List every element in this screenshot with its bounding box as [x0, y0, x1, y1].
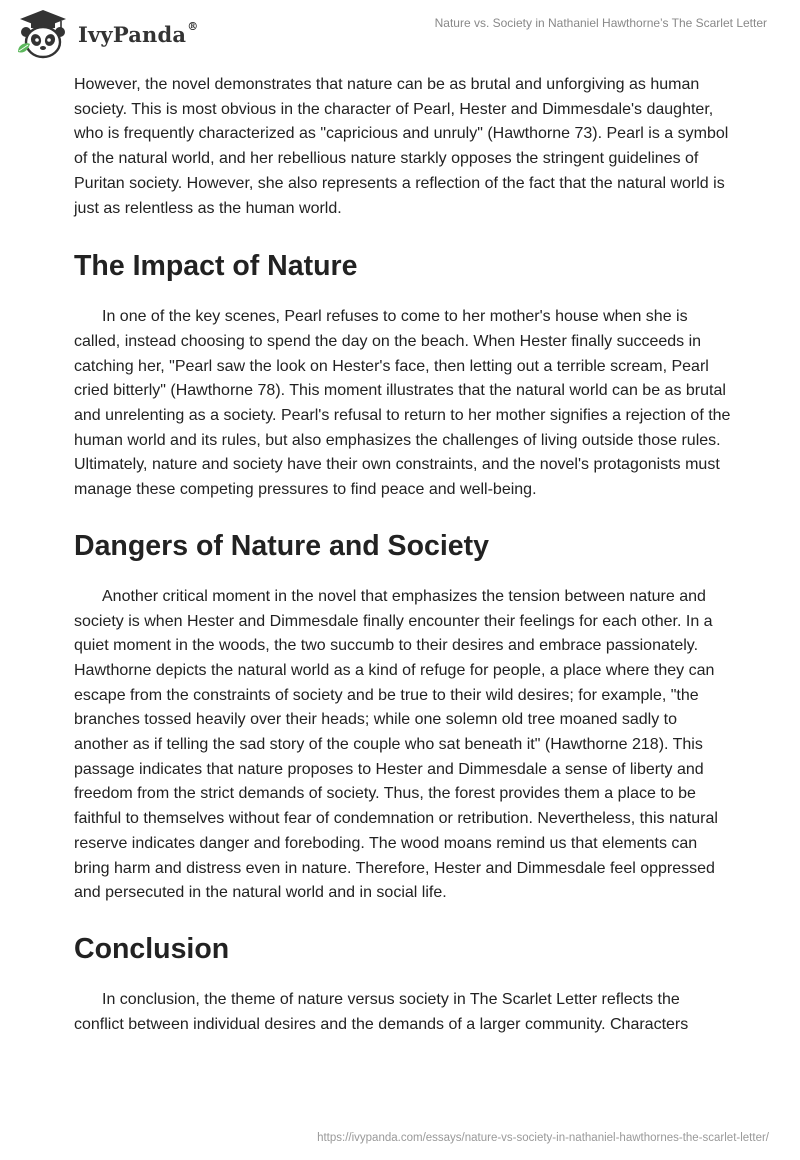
section-paragraph-dangers: Another critical moment in the novel that emphasizes the tension between nature and society is when Hester and Dimmesdale finally encounter their feelings for each other. In a quiet moment in the woods, the two succumb to their desires and embrace passionately. Hawthorne depicts the natural world as a kind of refuge for people, a place where they can escape from the constraints of society and be true to their wild desires; for example, "the branches tossed heavily over their heads; while one solemn old tree moaned sadly to another as if telling the sad story of the couple who sat beneath it" (Hawthorne 218). This passage indicates that nature proposes to Hester and Dimmesdale a sense of liberty and freedom from the strict demands of society. Thus, the forest provides them a place to be faithful to themselves without fear of condemnation or retribution. Nevertheless, this natural reserve indicates danger and foreboding. The wood moans remind us that elements can bring harm and distress even in nature. Therefore, Hester and Dimmesdale feel oppressed and persecuted in the natural world and in social life.: [74, 587, 718, 902]
registered-mark: ®: [187, 19, 199, 33]
panda-graduate-icon: [14, 8, 72, 60]
section-heading-conclusion: Conclusion: [74, 932, 230, 965]
brand-name: IvyPanda®: [78, 19, 199, 47]
document-title: Nature vs. Society in Nathaniel Hawthorne’s The Scarlet Letter: [434, 16, 767, 30]
section-heading-dangers: Dangers of Nature and Society: [74, 529, 489, 562]
section-heading-impact-of-nature: The Impact of Nature: [74, 250, 358, 283]
intro-paragraph: However, the novel demonstrates that nature can be as brutal and unforgiving as human society. This is most obvious in the character of Pearl, Hester and Dimmesdale's daughter, who is frequently characterized as "capricious and unruly" (Hawthorne 73). Pearl is a symbol of the natural world, and her rebellious nature starkly opposes the stringent guidelines of Puritan society. However, she also represents a reflection of the fact that the natural world is just as relentless as the human world.: [74, 76, 729, 217]
brand-logo[interactable]: [14, 8, 198, 60]
essay-content: [74, 73, 734, 1037]
page-header: [0, 0, 800, 70]
section-paragraph-conclusion: In conclusion, the theme of nature versus society in The Scarlet Letter reflects the conflict between individual desires and the demands of a larger community. Characters: [74, 990, 689, 1033]
section-paragraph-impact-of-nature: In one of the key scenes, Pearl refuses to come to her mother's house when she is called, instead choosing to spend the day on the beach. When Hester finally succeeds in catching her, "Pearl saw the look on Hester's face, then letting out a terrible scream, Pearl cried bitterly" (Hawthorne 78). This moment illustrates that the natural world can be as brutal and unrelenting as a society. Pearl's refusal to return to her mother signifies a rejection of the human world and its rules, but also emphasizes the challenges of living outside those rules. Ultimately, nature and society have their own constraints, and the novel's protagonists must manage these competing pressures to find peace and well-being.: [74, 308, 731, 499]
footer-source-url[interactable]: https://ivypanda.com/essays/nature-vs-society-in-nathaniel-hawthornes-the-scarlet-letter/: [317, 1132, 769, 1144]
